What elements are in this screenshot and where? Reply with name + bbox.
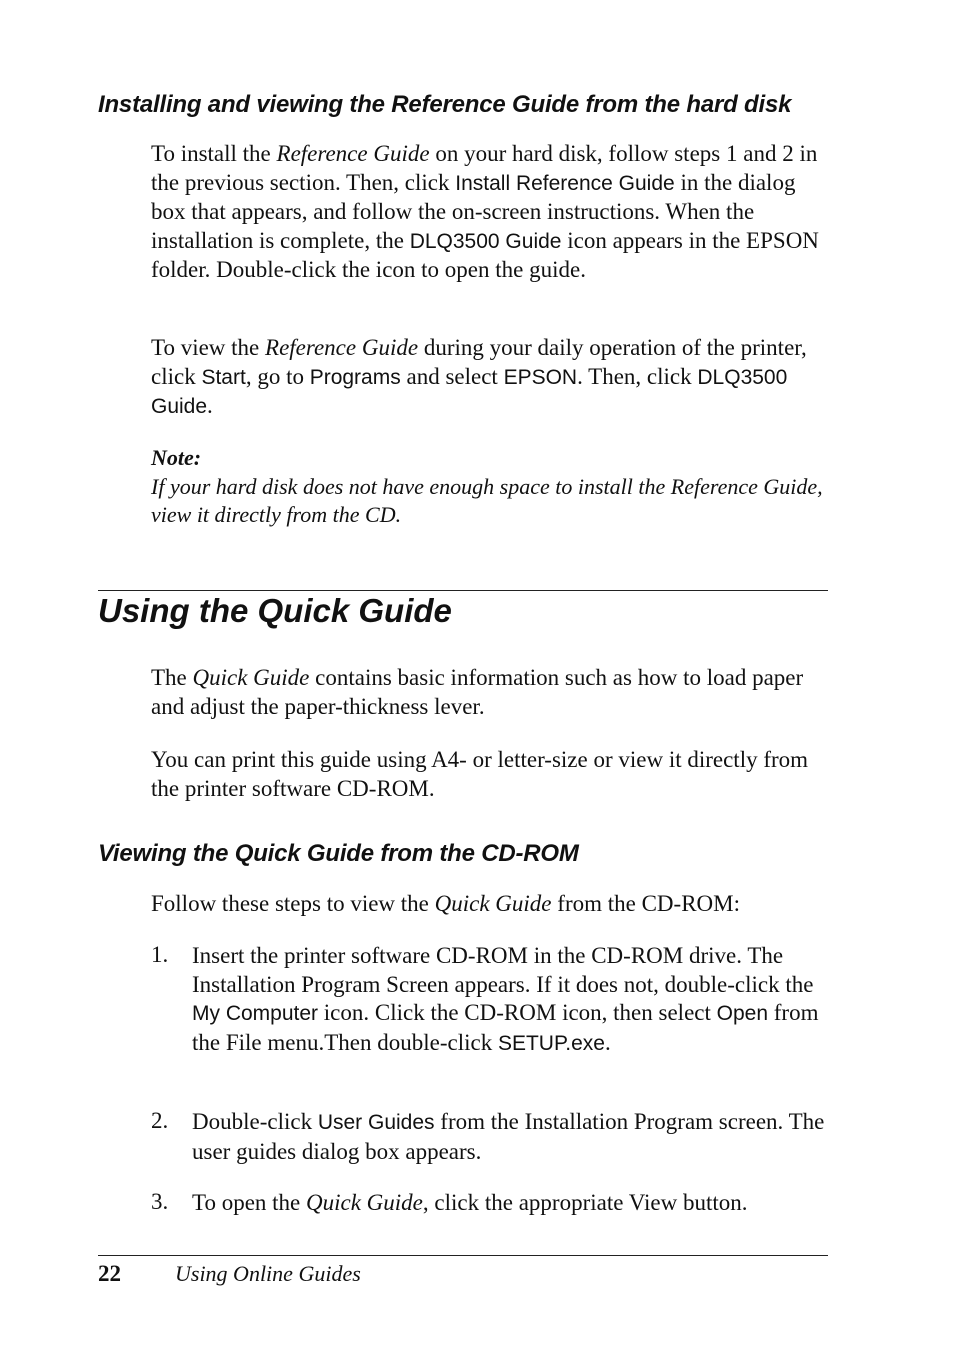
user-guides-ui-label: User Guides (317, 1111, 435, 1134)
dlq3500-guide-ui-label: DLQ3500 Guide (409, 229, 562, 253)
dlq3500-guide-ui-label: DLQ3500 Guide (151, 365, 788, 418)
step-number: 2. (151, 1108, 169, 1133)
section-divider (98, 590, 828, 591)
page-number: 22 (98, 1261, 121, 1286)
note-block (151, 444, 831, 530)
note-label: Note: (151, 445, 202, 470)
install-reference-guide-ui-label: Install Reference Guide (455, 171, 675, 195)
quick-guide-title: Quick Guide (192, 665, 310, 690)
quick-guide-title: Quick Guide (434, 891, 552, 916)
section-heading-view-from-cdrom: Viewing the Quick Guide from the CD-ROM (98, 840, 579, 867)
reference-guide-title: Reference Guide (265, 335, 419, 360)
step-number: 3. (151, 1189, 169, 1214)
step-3-text: To open the Quick Guide, click the appropriate View button. (192, 1190, 748, 1215)
note-text: If your hard disk does not have enough space to install the Reference Guide, view it directly from the CD. (151, 473, 823, 527)
step-2-text: Double-click User Guides from the Installation Program screen. The user guides dialog box appears. (192, 1109, 825, 1164)
step-1-text: Insert the printer software CD-ROM in the CD-ROM drive. The Installation Program Screen appears. If it does not, double-click the My Computer icon. Click the CD-ROM icon, then select Open from the File menu.Then double-click SETUP.exe. (192, 943, 819, 1055)
steps-intro-paragraph: Follow these steps to view the Quick Guide from the CD-ROM: (151, 891, 740, 916)
programs-ui-label: Programs (309, 365, 401, 389)
my-computer-ui-label: My Computer (192, 1002, 319, 1025)
quick-guide-title: Quick Guide (306, 1190, 423, 1215)
setup-exe-ui-label: SETUP.exe (497, 1031, 605, 1055)
section-heading-install-reference-guide: Installing and viewing the Reference Guide from the hard disk (98, 91, 792, 118)
quick-guide-description-paragraph: The Quick Guide contains basic information such as how to load paper and adjust the paper-thickness lever. (151, 665, 804, 719)
step-number: 1. (151, 942, 169, 967)
view-instructions-paragraph: To view the Reference Guide during your daily operation of the printer, click Start, go to Programs and select EPSON. Then, click DLQ3500 Guide. (151, 335, 807, 418)
epson-ui-label: EPSON (503, 365, 578, 389)
running-footer-title: Using Online Guides (175, 1261, 361, 1286)
start-ui-label: Start (201, 365, 246, 389)
install-instructions-paragraph: To install the Reference Guide on your hard disk, follow steps 1 and 2 in the previous section. Then, click Install Reference Guide in the dialog box that appears, and follow the on-screen instructions. When the installation is complete, the DLQ3500 Guide icon appears in the EPSON folder. Double-click the icon to open the guide. (151, 141, 819, 282)
section-heading-quick-guide: Using the Quick Guide (98, 592, 452, 629)
print-options-paragraph: You can print this guide using A4- or letter-size or view it directly from the printer software CD-ROM. (151, 747, 809, 801)
footer-divider (98, 1255, 828, 1256)
open-ui-label: Open (716, 1002, 768, 1025)
reference-guide-title: Reference Guide (276, 141, 430, 166)
